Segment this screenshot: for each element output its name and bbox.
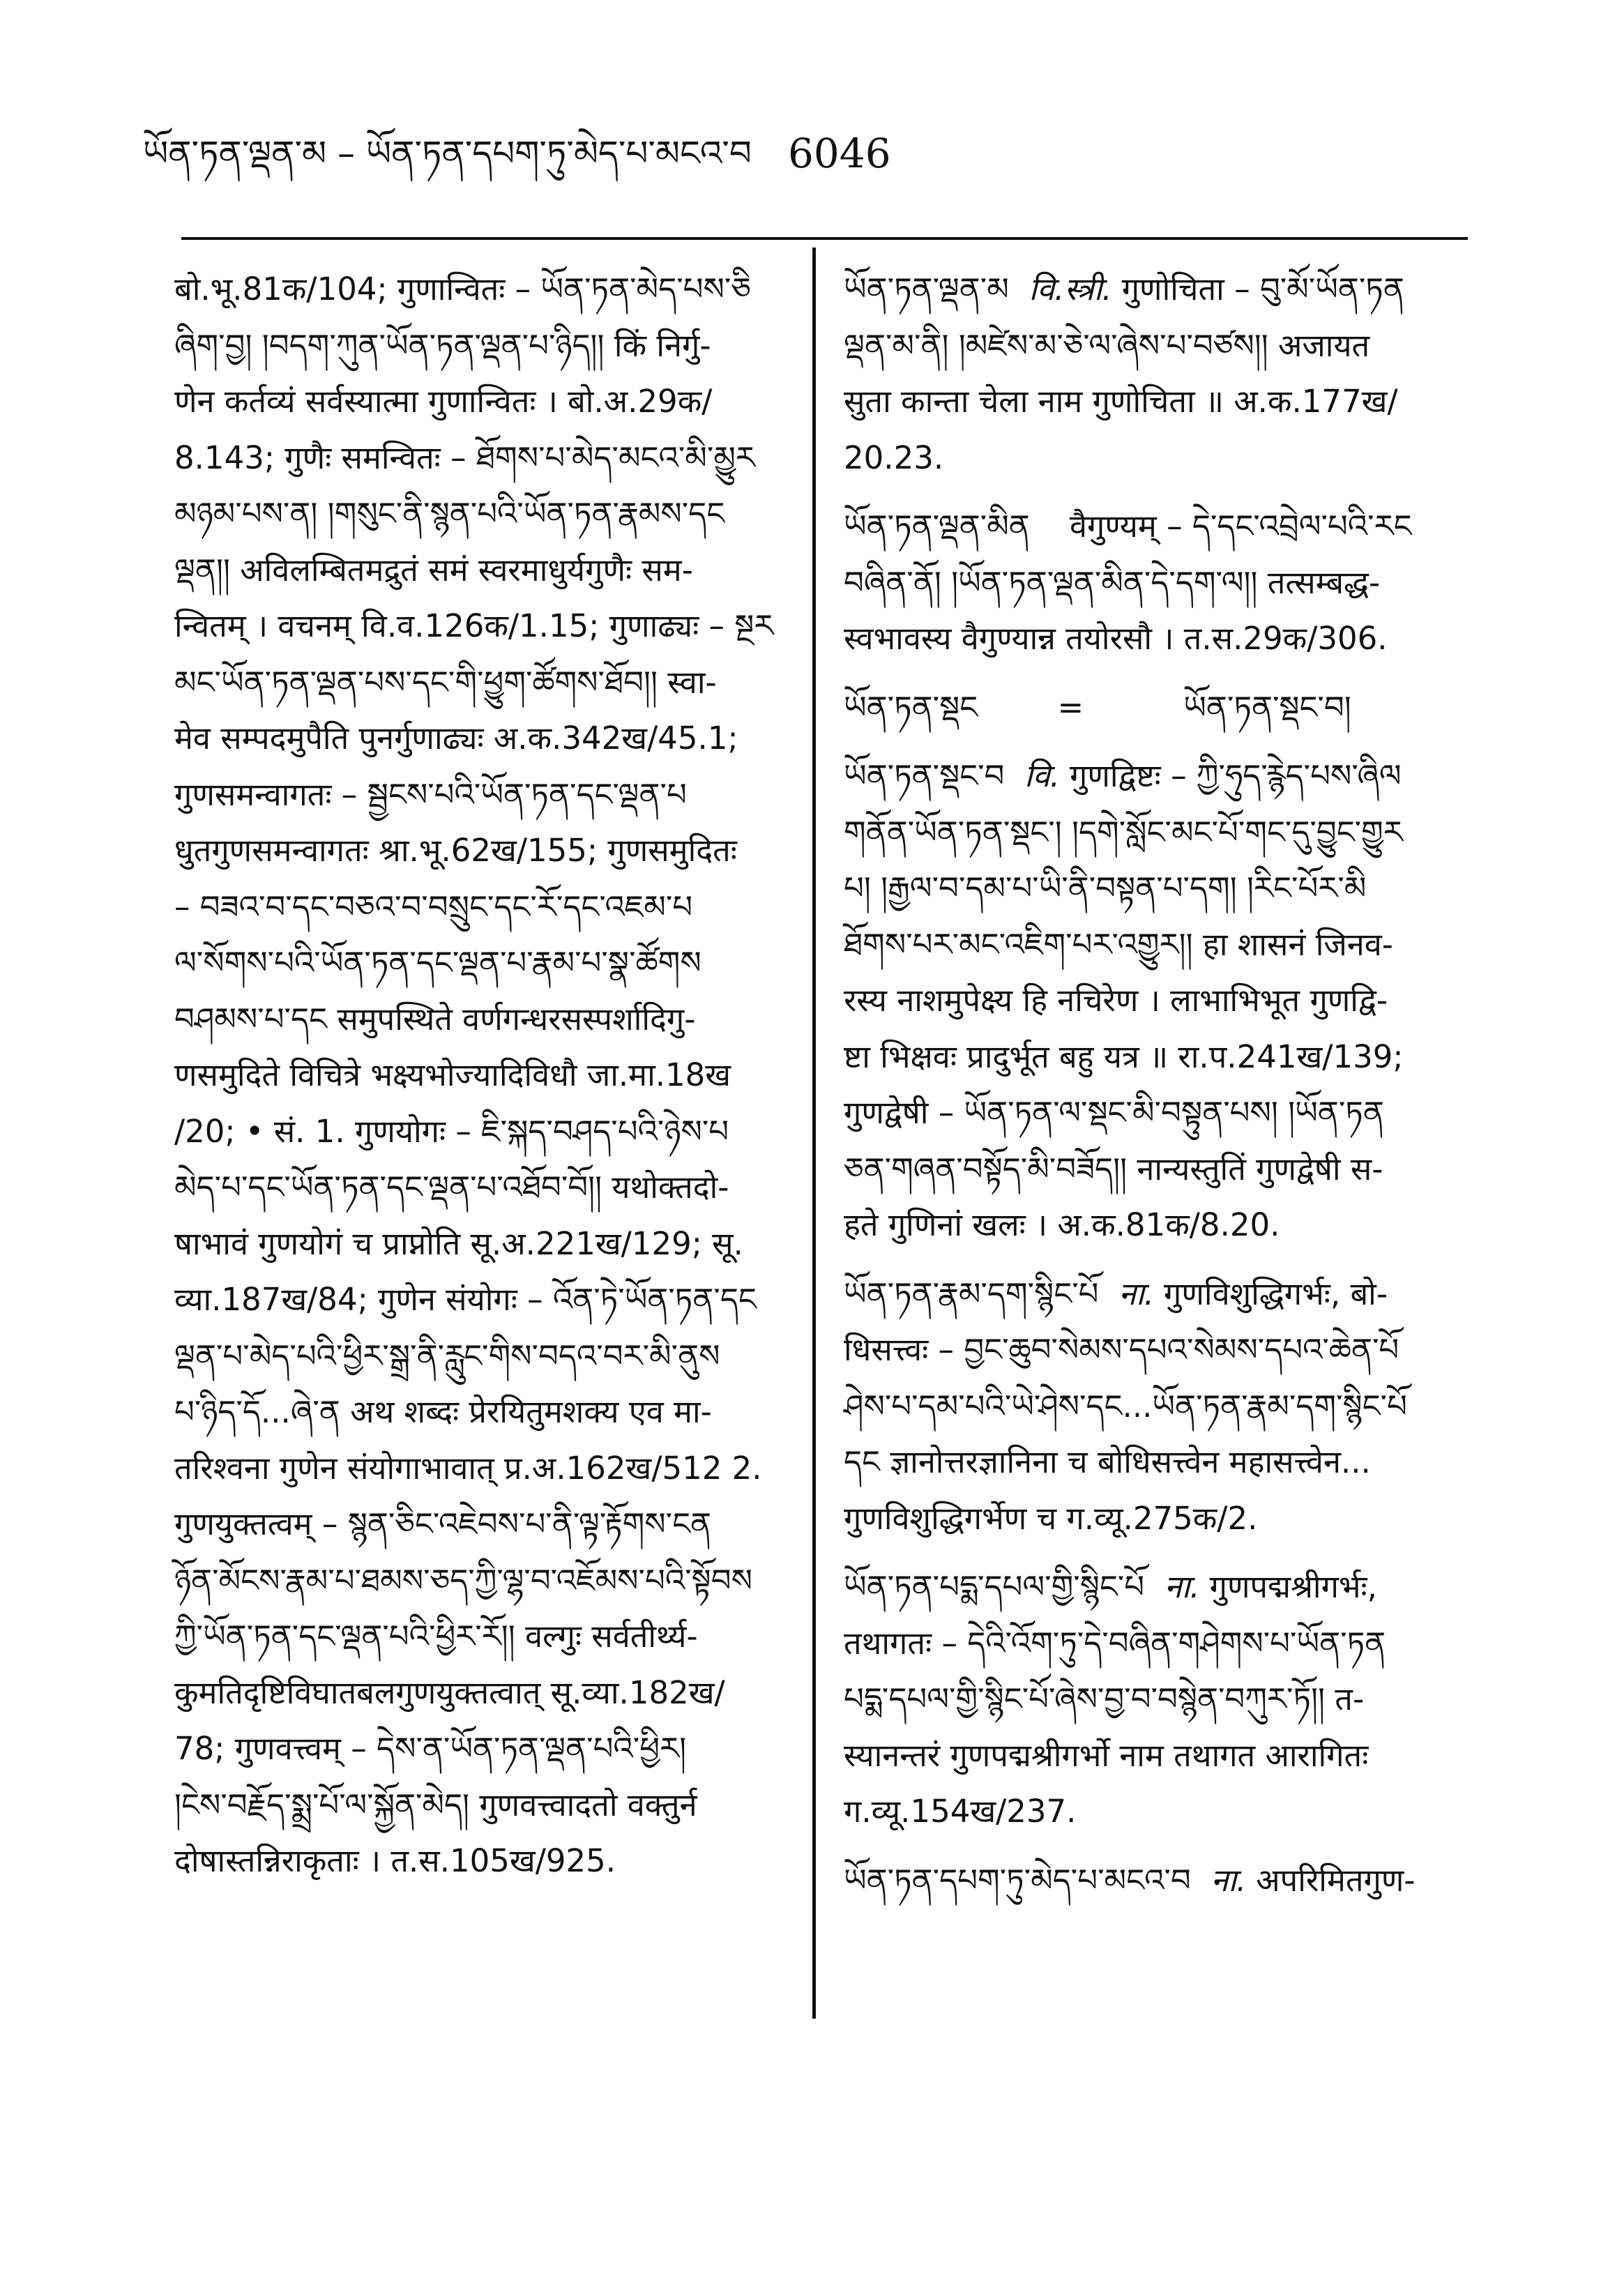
- text-line: 8.143; गुणैः समन्वितः – ཐོགས་པ་མེད་མངའ་མི་མྱུར: [174, 439, 755, 476]
- text-line: दोषास्तन्निराकृताः । त.स.105ख/925.: [174, 1842, 616, 1879]
- text-line: णेन कर्तव्यं सर्वस्यात्मा गुणान्वितः । बो.अ.29क/: [174, 383, 713, 420]
- text-line: 20.23.: [844, 439, 944, 476]
- text-line: བཞིན་ནོ། །ཡོན་ཏན་ལྡན་མིན་དེ་དག་ལ།། तत्सम्बद्ध-: [844, 563, 1381, 601]
- dictionary-entry: [844, 499, 1471, 667]
- text-line: 78; गुणवत्त्वम् – དེས་ན་ཡོན་ཏན་ལྡན་པའི་ཕྱིར།: [174, 1730, 687, 1767]
- text-line: मेव सम्पदमुपैति पुनर्गुणाढ्यः अ.क.342ख/45.1;: [174, 720, 738, 757]
- text-line: स्वभावस्य वैगुण्यान्न तयोरसौ । त.स.29क/306.: [844, 620, 1388, 657]
- text-line: गुणसमन्वागतः – སྦྱངས་པའི་ཡོན་ཏན་དང་ལྡན་པ: [174, 775, 687, 813]
- page-number: 6046: [788, 130, 891, 177]
- text-line: ष्टा भिक्षवः प्रादुर्भूत बहु यत्र ॥ रा.प.241ख/139;: [844, 1038, 1404, 1075]
- text-line: गुणद्वेषी – ཡོན་ཏན་ལ་སྡང་མི་བསྟུན་པས། །ཡོན་ཏན: [844, 1094, 1384, 1131]
- part-of-speech: ना.: [1118, 1275, 1155, 1312]
- dictionary-entry: [844, 261, 1471, 486]
- text-line: མཉམ་པས་ན། །གསུང་ནི་སྙན་པའི་ཡོན་ཏན་རྣམས་དང: [174, 495, 725, 532]
- dictionary-entry: [844, 680, 1471, 736]
- text-line: ཐོགས་པར་མང་འཇིག་པར་འགྱུར།། हा शासनं जिनव-: [844, 925, 1394, 963]
- entry-headword: ཡོན་ཏན་སྡང: [844, 688, 978, 726]
- text-line: धुतगुणसमन्वागतः श्रा.भू.62ख/155; गुणसमुदितः: [174, 832, 737, 869]
- text-line: गुणयुक्तत्वम् – སྙན་ཅིང་འཇེབས་པ་ནི་ལྟ་རྟོགས་ངན: [174, 1505, 712, 1542]
- text-line: པ། །རྒྱལ་བ་དམ་པ་ཡི་ནི་བསྟན་པ་དག། །རིང་པོར་མི: [844, 870, 1367, 906]
- right-column: [844, 261, 1471, 1921]
- dictionary-entry: [844, 1266, 1471, 1547]
- text-line: ལྡན་མ་ནི། །མཛེས་མ་ཅེ་ལ་ཞེས་པ་བཙས།། अजायत: [844, 326, 1370, 364]
- text-line: ཞིག་བྱ། །བདག་ཀུན་ཡོན་ཏན་ལྡན་པ་ཉིད།། किं निर्गु-: [174, 326, 711, 364]
- text-line: །ངེས་བརྗོད་སྨྲ་པོ་ལ་སྐྱོན་མེད། गुणवत्त्वादतो वक्तुर्न: [174, 1786, 697, 1823]
- left-column: [174, 261, 788, 1890]
- dictionary-entry: [844, 748, 1471, 1254]
- text-line: धिसत्त्वः – བྱང་ཆུབ་སེམས་དཔའ་སེམས་དཔའ་ཆེན་པོ: [844, 1331, 1399, 1368]
- text-line: बो.भू.81क/104; गुणान्वितः – ཡོན་ཏན་མེད་པས་ཅི: [174, 271, 751, 308]
- text-line: – བཟའ་བ་དང་བཅའ་བ་བསྲུང་དང་རོ་དང་འཇམ་པ: [174, 888, 693, 925]
- text-line: ग.व्यू.154ख/237.: [844, 1793, 1077, 1830]
- header-entry-range: ཡོན་ཏན་ལྡན་མ – ཡོན་ཏན་དཔག་ཏུ་མེད་པ་མངའ་བ: [143, 133, 752, 174]
- part-of-speech: वि.: [1024, 757, 1060, 794]
- text-line: པདྨ་དཔལ་གྱི་སྙིང་པོ་ཞེས་བྱ་བ་བསྙེན་བཀུར་ཏོ།། त-: [844, 1680, 1365, 1717]
- text-line: गुणविशुद्धिगर्भः, बो-: [1164, 1275, 1388, 1312]
- cross-reference: = ཡོན་ཏན་སྡང་བ།: [1057, 688, 1351, 726]
- dictionary-entry: [844, 1559, 1471, 1840]
- text-line: गुणद्विष्टः – ཀྱི་ཧུད་རྙེད་པས་ཞིལ: [1070, 757, 1402, 794]
- text-line: तरिश्वना गुणेन संयोगाभावात् प्र.अ.162ख/512 2.: [174, 1449, 762, 1487]
- part-of-speech: ना.: [1164, 1568, 1200, 1605]
- text-line: ཤེས་པ་དམ་པའི་ཡེ་ཤེས་དང...ཡོན་ཏན་རྣམ་དག་སྙིང་པོ: [844, 1387, 1407, 1425]
- text-line: व्या.187ख/84; गुणेन संयोगः – འོན་ཏེ་ཡོན་ཏན་དང: [174, 1281, 757, 1318]
- text-line: गुणपद्मश्रीगर्भः,: [1209, 1568, 1377, 1605]
- text-line: ཉོན་མོངས་རྣམ་པ་ཐམས་ཅད་ཀྱི་ལྷ་བ་འཇོམས་པའི་སྟོབས: [174, 1561, 752, 1599]
- entry-headword: ཡོན་ཏན་ལྡན་མ: [844, 271, 1009, 308]
- header-rule: [181, 237, 1468, 240]
- text-line: वैगुण्यम् – དེ་དང་འབྲེལ་པའི་རང: [1070, 508, 1412, 545]
- column-divider: [812, 248, 816, 2019]
- running-header: [143, 122, 1468, 185]
- text-line: कुमतिदृष्टिविघातबलगुणयुक्तत्वात् सू.व्या.182ख/: [174, 1674, 725, 1711]
- text-line: ལྡན།། अविलम्बितमद्रुतं समं स्वरमाधुर्यगुणैः सम-: [174, 551, 693, 589]
- entry-headword: ཡོན་ཏན་ལྡན་མིན: [844, 508, 1030, 545]
- text-line: མང་ཡོན་ཏན་ལྡན་པས་དང་གི་ཕྱུག་ཚོགས་ཐོབ།། स्वा-: [174, 663, 717, 701]
- text-line: ལྡན་པ་མེད་པའི་ཕྱིར་སྒྲ་ནི་རླུང་གིས་བདའ་བར་མི་ནུས: [174, 1337, 720, 1374]
- part-of-speech: वि.स्त्री.: [1029, 271, 1112, 308]
- text-line: तथागतः – དེའི་འོག་ཏུ་དེ་བཞིན་གཤེགས་པ་ཡོན་ཏན: [844, 1624, 1386, 1662]
- entry-headword: ཡོན་ཏན་རྣམ་དག་སྙིང་པོ: [844, 1275, 1099, 1312]
- text-line: པ་ཉིད་དོ...ཞེ་ན अथ शब्दः प्रेरयितुमशक्य एव मा-: [174, 1393, 712, 1430]
- text-line: བཤམས་པ་དང समुपस्थिते वर्णगन्धरसस्पर्शादिगु-: [174, 1000, 696, 1038]
- text-line: गुणोचिता – བུ་མོ་ཡོན་ཏན: [1121, 271, 1404, 308]
- text-line: न्वितम् । वचनम् वि.व.126क/1.15; गुणाढ्यः – སྔར: [174, 607, 774, 644]
- text-line: षाभावं गुणयोगं च प्राप्नोति सू.अ.221ख/129; सू.: [174, 1224, 743, 1262]
- text-line: स्यानन्तरं गुणपद्मश्रीगर्भो नाम तथागत आरागितः: [844, 1736, 1369, 1774]
- text-line: णसमुदिते विचित्रे भक्ष्यभोज्यादिविधौ जा.मा.18ख: [174, 1056, 731, 1093]
- text-line: हते गुणिनां खलः । अ.क.81क/8.20.: [844, 1206, 1280, 1243]
- text-line: ཀྱི་ཡོན་ཏན་དང་ལྡན་པའི་ཕྱིར་རོ།། वल्गुः सर्वतीर्थ्य-: [174, 1618, 698, 1655]
- text-line: ཅན་གཞན་བསྟོད་མི་བཟོད།། नान्यस्तुतिं गुणद्वेषी स-: [844, 1150, 1383, 1187]
- text-line: अपरिमितगुण-: [1256, 1861, 1416, 1899]
- text-line: མེད་པ་དང་ཡོན་ཏན་དང་ལྡན་པ་འཐོབ་བོ།། यथोक्तदो-: [174, 1169, 729, 1206]
- dictionary-entry: [844, 1853, 1471, 1909]
- part-of-speech: ना.: [1211, 1861, 1247, 1899]
- text-line: /20; • सं. 1. गुणयोगः – ཇི་སྐད་བཤད་པའི་ཉེས་པ: [174, 1112, 729, 1150]
- text-line: དང ज्ञानोत्तरज्ञानिना च बोधिसत्त्वेन महासत्त्वेन...: [844, 1443, 1371, 1480]
- entry-headword: ཡོན་ཏན་དཔག་ཏུ་མེད་པ་མངའ་བ: [844, 1861, 1191, 1899]
- text-line: གནོན་ཡོན་ཏན་སྡང་། །དགེ་སློང་མང་པོ་གང་དུ་བྱུང་གྱུར: [844, 813, 1403, 851]
- entry-headword: ཡོན་ཏན་སྡང་བ: [844, 757, 1005, 794]
- text-line: रस्य नाशमुपेक्ष्य हि नचिरेण । लाभाभिभूत गुणद्वि-: [844, 982, 1388, 1019]
- text-line: ལ་སོགས་པའི་ཡོན་ཏན་དང་ལྡན་པ་རྣམ་པ་སྣ་ཚོགས: [174, 944, 701, 981]
- entry-headword: ཡོན་ཏན་པདྨ་དཔལ་གྱི་སྙིང་པོ: [844, 1568, 1145, 1605]
- text-line: सुता कान्ता चेला नाम गुणोचिता ॥ अ.क.177ख/: [844, 383, 1398, 420]
- text-line: गुणविशुद्धिगर्भेण च ग.व्यू.275क/2.: [844, 1499, 1258, 1537]
